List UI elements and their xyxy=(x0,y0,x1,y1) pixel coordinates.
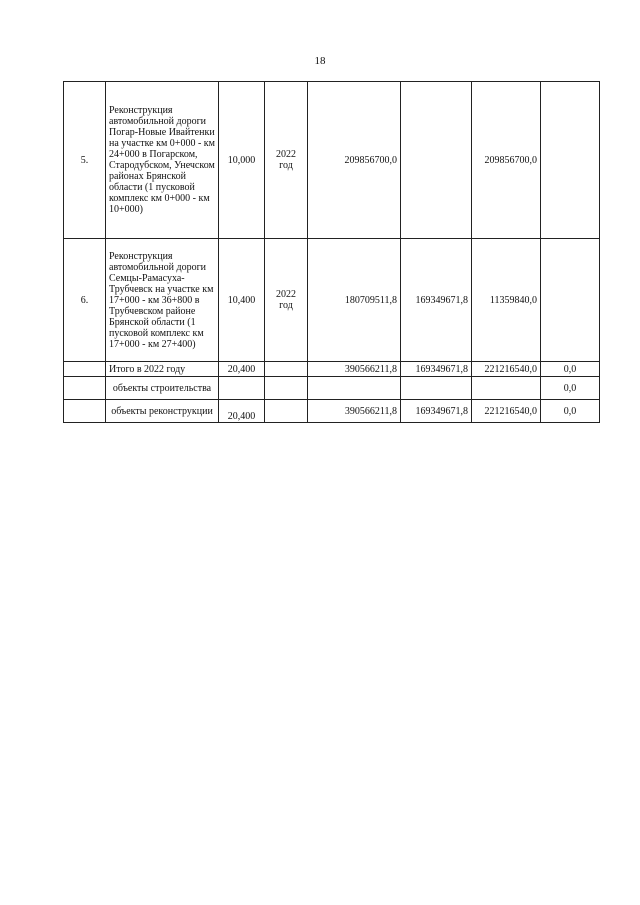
other-cell xyxy=(541,82,600,239)
totals-row xyxy=(64,362,600,377)
row-number: 6. xyxy=(64,239,106,362)
total-cell: 180709511,8 xyxy=(308,239,401,362)
length-cell: 10,400 xyxy=(219,239,265,362)
total-cell: 390566211,8 xyxy=(308,362,401,377)
empty-cell xyxy=(401,377,472,400)
other-cell: 0,0 xyxy=(541,377,600,400)
empty-cell xyxy=(308,377,401,400)
length-cell: 10,000 xyxy=(219,82,265,239)
objects-table xyxy=(63,81,600,423)
total-cell: 209856700,0 xyxy=(308,82,401,239)
federal-cell: 169349671,8 xyxy=(401,400,472,423)
year-cell: 2022 год xyxy=(265,239,308,362)
construction-label: объекты строительства xyxy=(106,377,219,400)
empty-cell xyxy=(64,377,106,400)
row-number: 5. xyxy=(64,82,106,239)
object-name: Реконструкция автомобильной дороги Погар-Новые Ивайтенки на участке км 0+000 - км 24+000 в Погарском, Стародубском, Унечском районах Брянской области (1 пусковой комплекс км 0+000 - км 10+000) xyxy=(106,82,219,239)
regional-cell: 221216540,0 xyxy=(472,362,541,377)
federal-cell: 169349671,8 xyxy=(401,362,472,377)
regional-cell: 209856700,0 xyxy=(472,82,541,239)
regional-cell: 221216540,0 xyxy=(472,400,541,423)
length-cell: 20,400 xyxy=(219,400,265,423)
empty-cell xyxy=(472,377,541,400)
federal-cell xyxy=(401,82,472,239)
reconstruction-row xyxy=(64,400,600,423)
total-cell: 390566211,8 xyxy=(308,400,401,423)
empty-cell xyxy=(265,377,308,400)
page-number: 18 xyxy=(314,55,326,67)
year-cell: 2022 год xyxy=(265,82,308,239)
other-cell: 0,0 xyxy=(541,400,600,423)
empty-cell xyxy=(219,377,265,400)
empty-cell xyxy=(64,400,106,423)
regional-cell: 11359840,0 xyxy=(472,239,541,362)
table-row xyxy=(64,82,600,239)
table-row xyxy=(64,239,600,362)
construction-row xyxy=(64,377,600,400)
reconstruction-label: объекты реконструкции xyxy=(106,400,219,423)
other-cell: 0,0 xyxy=(541,362,600,377)
totals-label: Итого в 2022 году xyxy=(106,362,219,377)
empty-cell xyxy=(265,400,308,423)
object-name: Реконструкция автомобильной дороги Семцы-Рамасуха-Трубчевск на участке км 17+000 - км 36+800 в Трубчевском районе Брянской области (1 пусковой комплекс км 17+000 - км 27+400) xyxy=(106,239,219,362)
empty-cell xyxy=(64,362,106,377)
empty-cell xyxy=(265,362,308,377)
other-cell xyxy=(541,239,600,362)
federal-cell: 169349671,8 xyxy=(401,239,472,362)
length-cell: 20,400 xyxy=(219,362,265,377)
